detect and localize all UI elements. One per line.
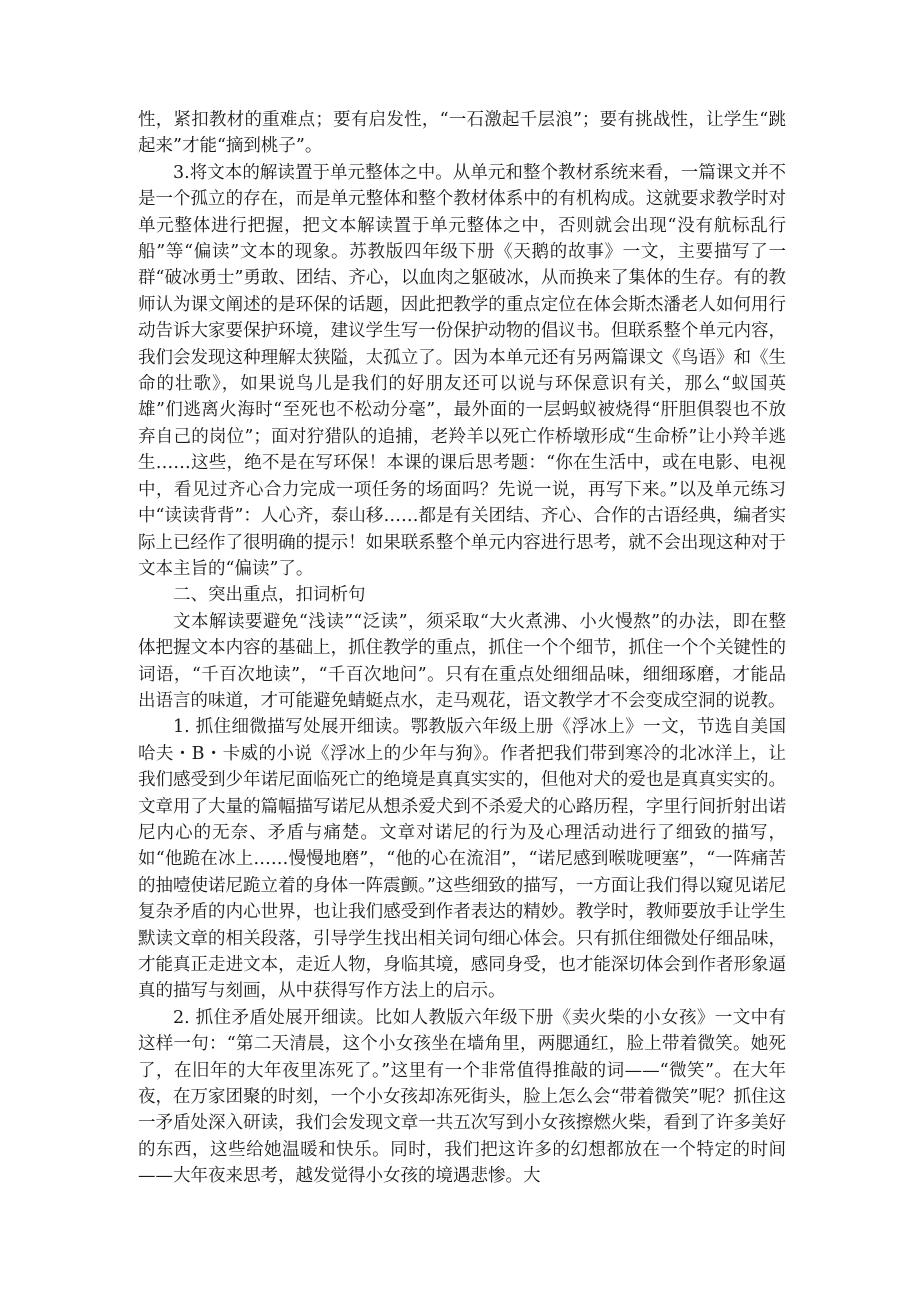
paragraph-point-2: 2. 抓住矛盾处展开细读。比如人教版六年级下册《卖火柴的小女孩》一文中有这样一句：“第二天清晨，这个小女孩坐在墙角里，两腮通红，脸上带着微笑。她死了，在旧年的大年夜里冻死了。”这里有一个非常值得推敲的词——“微笑”。在大年夜，在万家团聚的时刻，一个小女孩却冻死街头，脸上怎么会“带着微笑”呢？抓住这一矛盾处深入研读，我们会发现文章一共五次写到小女孩擦燃火柴，看到了许多美好的东西，这些给她温暖和快乐。同时，我们把这许多的幻想都放在一个特定的时间——大年夜来思考，越发觉得小女孩的境遇悲惨。大 bbox=[138, 1007, 786, 1187]
paragraph-continuation: 性，紧扣教材的重难点；要有启发性，“一石激起千层浪”；要有挑战性，让学生“跳起来”才能“摘到桃子”。 bbox=[138, 110, 786, 157]
section-heading-2: 二、突出重点，扣词析句 bbox=[173, 585, 366, 606]
paragraph-section-3: 3.将文本的解读置于单元整体之中。从单元和整个教材系统来看，一篇课文并不是一个孤立的存在，而是单元整体和整个教材体系中的有机构成。这就要求教学时对单元整体进行把握，把文本解读置于单元整体之中，否则就会出现“没有航标乱行船”等“偏读”文本的现象。苏教版四年级下册《天鹅的故事》一文，主要描写了一群“破冰勇士”勇敢、团结、齐心，以血肉之躯破冰，从而换来了集体的生存。有的教师认为课文阐述的是环保的话题，因此把教学的重点定位在体会斯杰潘老人如何用行动告诉大家要保护环境，建议学生写一份保护动物的倡议书。但联系整个单元内容，我们会发现这种理解太狭隘，太孤立了。因为本单元还有另两篇课文《鸟语》和《生命的壮歌》，如果说鸟儿是我们的好朋友还可以说与环保意识有关，那么“蚁国英雄”们逃离火海时“至死也不松动分毫”，最外面的一层蚂蚁被烧得“肝胆俱裂也不放弃自己的岗位”；面对狞猎队的追捕，老羚羊以死亡作桥墩形成“生命桥”让小羚羊逃生……这些，绝不是在写环保！本课的课后思考题：“你在生活中，或在电影、电视中，看见过齐心合力完成一项任务的场面吗？先说一说，再写下来。”以及单元练习中“读读背背”：人心齐，泰山移……都是有关团结、齐心、合作的古语经典，编者实际上已经作了很明确的提示！如果联系整个单元内容进行思考，就不会出现这种对于文本主旨的“偏读”了。 bbox=[138, 162, 786, 579]
paragraph-intro-heading-2: 文本解读要避免“浅读”“泛读”，须采取“大火煮沸、小火慢熬”的办法，即在整体把握文本内容的基础上，抓住教学的重点，抓住一个个细节，抓住一个个关键性的词语，“千百次地读”，“千百次地问”。只有在重点处细细品味，细细琢磨，才能品出语言的味道，才可能避免蜻蜓点水，走马观花，语文教学才不会变成空洞的说教。 bbox=[138, 611, 786, 711]
document-page bbox=[138, 107, 786, 1190]
paragraph-point-1: 1. 抓住细微描写处展开细读。鄂教版六年级上册《浮冰上》一文，节选自美国哈夫・B・卡威的小说《浮冰上的少年与狗》。作者把我们带到寒冷的北冰洋上，让我们感受到少年诺尼面临死亡的绝境是真真实实的，但他对犬的爱也是真真实实的。文章用了大量的篇幅描写诺尼从想杀爱犬到不杀爱犬的心路历程，字里行间折射出诺尼内心的无奈、矛盾与痛楚。文章对诺尼的行为及心理活动进行了细致的描写，如“他跪在冰上……慢慢地磨”，“他的心在流泪”，“诺尼感到喉咙哽塞”，“一阵痛苦的抽噎使诺尼跪立着的身体一阵震颤。”这些细致的描写，一方面让我们得以窥见诺尼复杂矛盾的内心世界，也让我们感受到作者表达的精妙。教学时，教师要放手让学生默读文章的相关段落，引导学生找出相关词句细心体会。只有抓住细微处仔细品味，才能真正走进文本，走近人物，身临其境，感同身受，也才能深切体会到作者形象逼真的描写与刻画，从中获得写作方法上的启示。 bbox=[138, 717, 786, 1002]
